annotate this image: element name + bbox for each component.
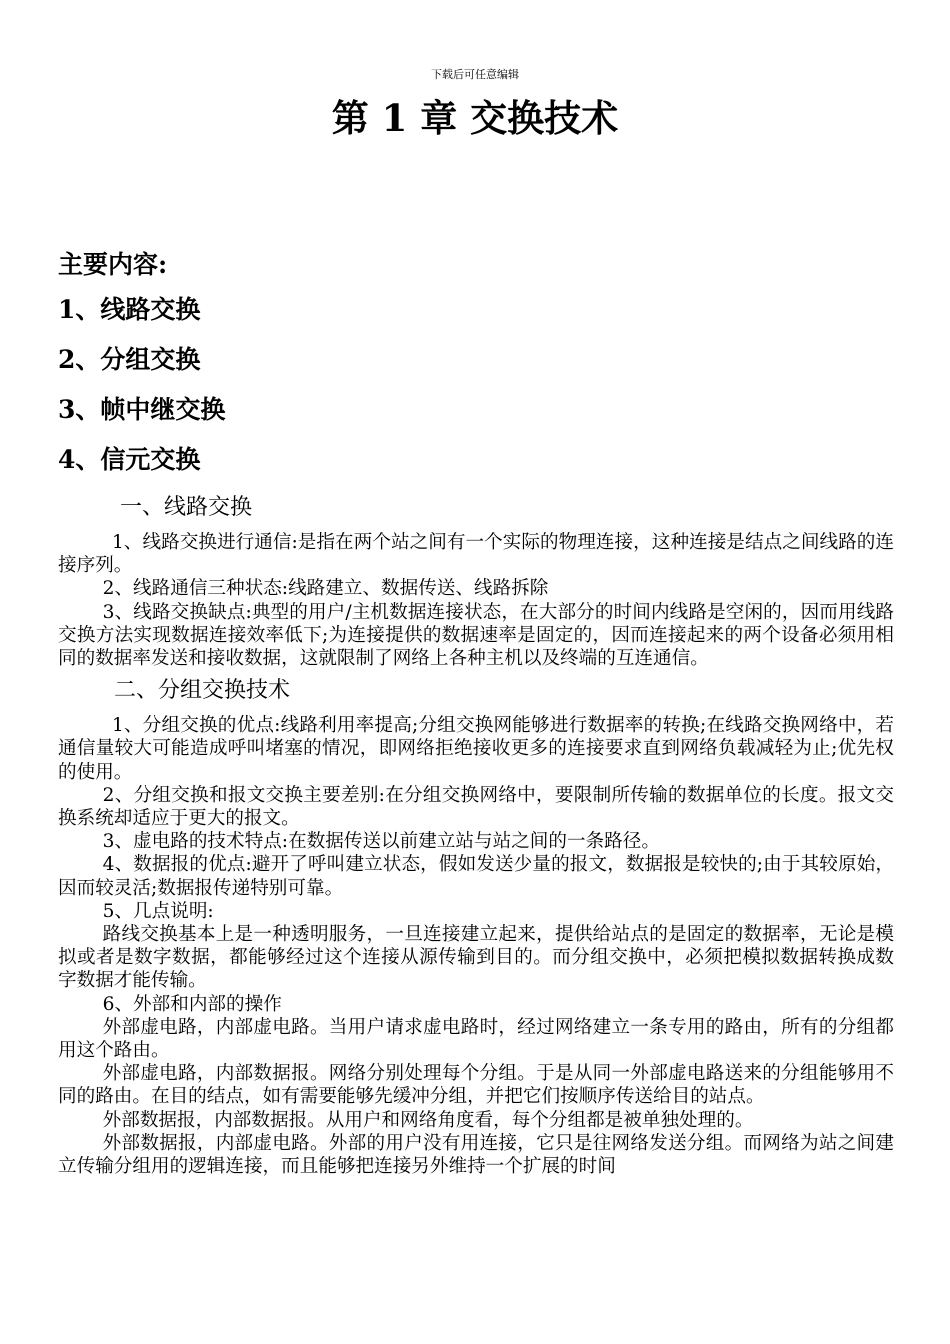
- toc-item-circuit-switching: 1、线路交换: [58, 295, 201, 324]
- chapter-title: 第 1 章 交换技术: [331, 96, 619, 140]
- paragraph: 5、几点说明:: [102, 900, 214, 922]
- toc-item-cell-switching: 4、信元交换: [58, 445, 201, 474]
- paragraph: 4、数据报的优点:避开了呼叫建立状态，假如发送少量的报文，数据报是较快的;由于其较原始，因而较灵活;数据报传递特别可靠。: [58, 854, 894, 899]
- toc-item-frame-relay: 3、帧中继交换: [58, 395, 226, 424]
- paragraph: 3、线路交换缺点:典型的用户/主机数据连接状态，在大部分的时间内线路是空闲的，因而用线路交换方法实现数据连接效率低下;为连接提供的数据速率是固定的，因而连接起来的两个设备必须用相同的数据率发送和接收数据，这就限制了网络上各种主机以及终端的互连通信。: [58, 601, 894, 670]
- toc-item-packet-switching: 2、分组交换: [58, 345, 201, 374]
- paragraph: 2、分组交换和报文交换主要差别:在分组交换网络中，要限制所传输的数据单位的长度。报文交换系统却适应于更大的报文。: [58, 784, 894, 830]
- paragraph: 外部虚电路，内部虚电路。当用户请求虚电路时，经过网络建立一条专用的路由，所有的分组都用这个路由。: [58, 1016, 894, 1062]
- paragraph: 路线交换基本上是一种透明服务，一旦连接建立起来，提供给站点的是固定的数据率，无论是模拟或者是数字数据，都能够经过这个连接从源传输到目的。而分组交换中，必须把模拟数据转换成数字数据才能传输。: [58, 924, 894, 992]
- document-body: [58, 493, 894, 1178]
- paragraph: 3、虚电路的技术特点:在数据传送以前建立站与站之间的一条路径。: [102, 831, 660, 853]
- section-title-circuit-switching: 一、线路交换: [120, 495, 253, 520]
- paragraph: 6、外部和内部的操作: [102, 993, 282, 1015]
- paragraph: 外部数据报，内部虚电路。外部的用户没有用连接，它只是往网络发送分组。而网络为站之间建立传输分组用的逻辑连接，而且能够把连接另外维持一个扩展的时间: [58, 1132, 894, 1178]
- header-note: 下载后可任意编辑: [431, 68, 519, 81]
- paragraph: 2、线路通信三种状态:线路建立、数据传送、线路拆除: [102, 578, 549, 600]
- paragraph: 1、线路交换进行通信:是指在两个站之间有一个实际的物理连接，这种连接是结点之间线路的连接序列。: [58, 532, 894, 577]
- paragraph: 外部虚电路，内部数据报。网络分别处理每个分组。于是从同一外部虚电路送来的分组能够用不同的路由。在目的结点，如有需要能够先缓冲分组，并把它们按顺序传送给目的站点。: [58, 1063, 894, 1108]
- paragraph: 外部数据报，内部数据报。从用户和网络角度看，每个分组都是被单独处理的。: [102, 1109, 754, 1131]
- toc-list: [58, 292, 225, 492]
- toc-heading: 主要内容:: [58, 250, 168, 279]
- paragraph: 1、分组交换的优点:线路利用率提高;分组交换网能够进行数据率的转换;在线路交换网络中，若通信量较大可能造成呼叫堵塞的情况，即网络拒绝接收更多的连接要求直到网络负载减轻为止;优先权的使用。: [58, 715, 894, 783]
- section-title-packet-switching: 二、分组交换技术: [114, 678, 291, 704]
